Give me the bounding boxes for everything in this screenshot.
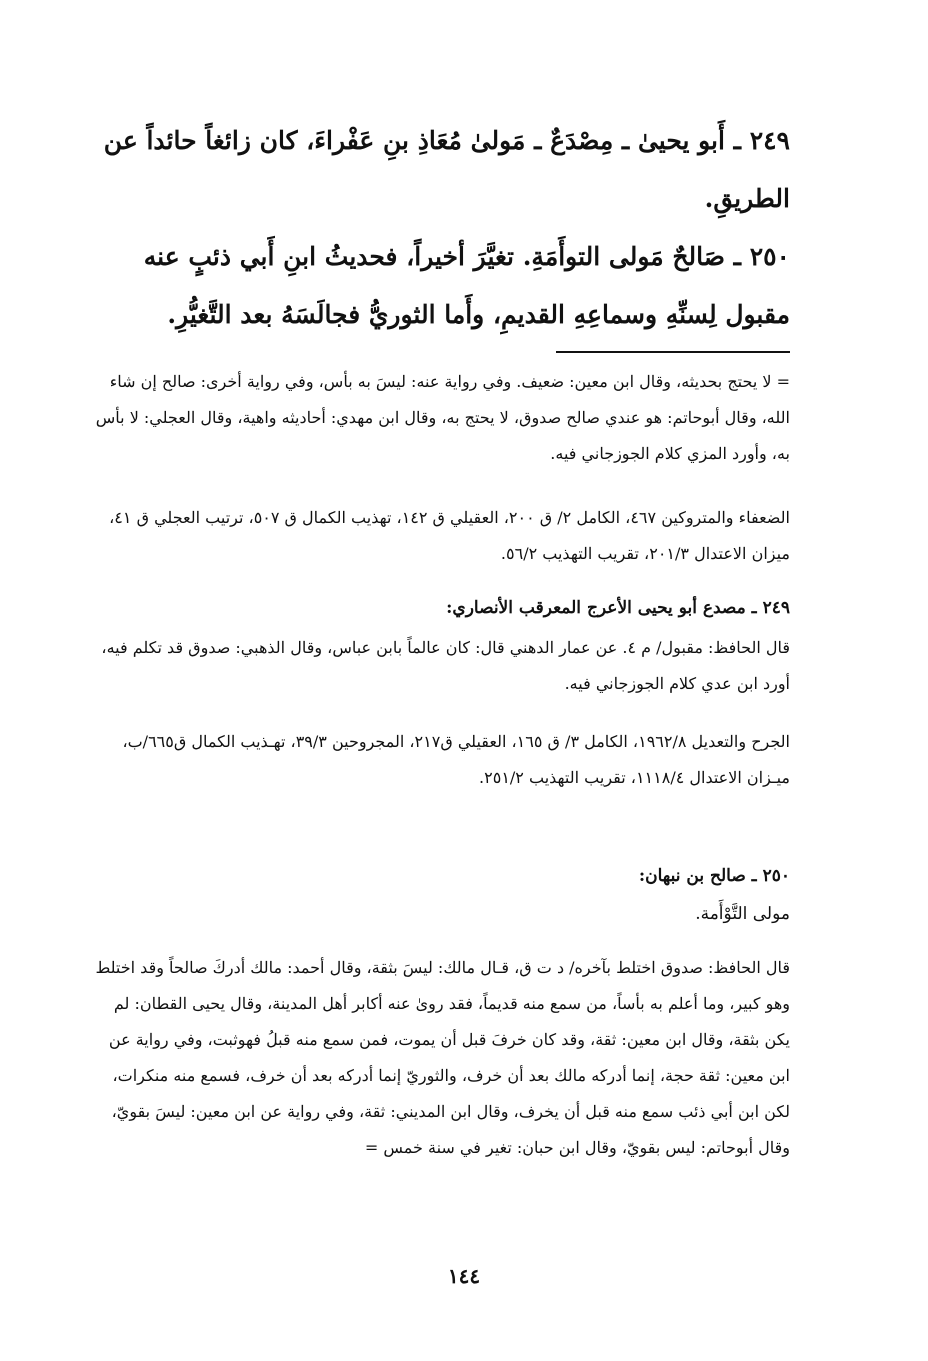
footnote-number: ٢٥٠ (762, 866, 790, 886)
main-entry-249 (84, 112, 790, 228)
footnote-number: ٢٤٩ (762, 598, 790, 618)
footnote-continued-text (84, 364, 790, 472)
footnote-249-heading (84, 590, 790, 626)
footnote-249-sources: الجرح والتعديل ١٩٦٢/٨، الكامل ٣/ ق ١٦٥، العقيلي ق٢١٧، المجروحين ٣٩/٣، تهـذيب الكمال ق٦٦٥/ب، ميـزان الاعتدال ١١١٨/٤، تقريب التهذيب ٢٥١/٢. (122, 732, 790, 787)
entry-number: ٢٤٩ (749, 126, 790, 155)
footnote-250-subheading: مولى التَّوْأَمة. (695, 904, 790, 924)
entry-text: ـ أَبو يحيىٰ ـ مِصْدَعٌ ـ مَولىٰ مُعَاذِ بنِ عَفْراءَ، كان زائغاً حائداً عن الطريقِ. (103, 126, 790, 213)
footnote-249-text: قال الحافظ: مقبول/ م ٤. عن عمار الدهني قال: كان عالماً بابن عباس، وقال الذهبي: صدوق قد تكلم فيه، أورد ابن عدي كلام الجوزجاني فيه. (101, 638, 790, 693)
entry-number: ٢٥٠ (749, 242, 790, 271)
continuation-mark: = (364, 1138, 379, 1157)
continuation-mark: = (776, 372, 790, 391)
footnote-text: لا يحتج بحديثه، وقال ابن معين: ضعيف. وفي رواية عنه: ليسَ به بأس، وفي رواية أخرى: صالح إن شاء الله، وقال أبوحاتم: هو عندي صالح صدوق، لا يحتج به، وقال ابن مهدي: أحاديثه واهية، وقال العجلي: لا بأس به، وأورد المزي كلام الجوزجاني فيه. (95, 372, 790, 463)
page-number: ١٤٤ (447, 1264, 481, 1288)
footnote-250-text (84, 950, 790, 1166)
footnote-heading-text: ـ مصدع أبو يحيى الأعرج المعرقب الأنصاري: (446, 598, 757, 618)
footnote-text: قال الحافظ: صدوق اختلط بآخره/ د ت ق، قـال مالك: ليسَ بثقة، وقال أحمد: مالك أدركَ صالحاً وقد اختلط وهو كبير، وما أعلم به بأساً، من سمع منه قديماً، فقد روىٰ عنه أكابر أهل المدينة، وقال يحيى القطان: لم يكن بثقة، وقال ابن معين: ثقة، وقد كان خرفَ قبل أن يموت، فمن سمع منه قبلُ فهوثبت، وفي رواية عن ابن معين: ثقة حجة، إنما أدركه مالك بعد أن خرف، والثوريّ إنما أدركه بعد أن خرف، فسمع منه منكرات، لكن ابن أبي ذئب سمع منه قبل أن يخرف، وقال ابن المديني: ثقة، وفي رواية عن ابن معين: ليسَ بقويّ، وقال أبوحاتم: ليس بقويّ، وقال ابن حبان: تغير في سنة خمس (95, 958, 790, 1157)
main-entry-250 (84, 228, 790, 344)
footnote-continued-sources: الضعفاء والمتروكين ٤٦٧، الكامل ٢/ ق ٢٠٠، العقيلي ق ١٤٢، تهذيب الكمال ق ٥٠٧، ترتيب العجلي ق ٤١، ميزان الاعتدال ٢٠١/٣، تقريب التهذيب ٥٦/٢. (109, 508, 790, 563)
footnote-separator (556, 351, 790, 353)
entry-text: ـ صَالحٌ مَولى التوأَمَةِ. تغيَّرَ أخيراً، فحديثُ ابنِ أَبي ذئبٍ عنه مقبول لِسنِّهِ وسماعِهِ القديمِ، وأَما الثوريُّ فجالَسَهُ بعد التَّغيُّرِ. (143, 242, 790, 329)
footnote-heading-text: ـ صالح بن نبهان: (638, 866, 757, 886)
footnote-250-heading (84, 858, 790, 894)
